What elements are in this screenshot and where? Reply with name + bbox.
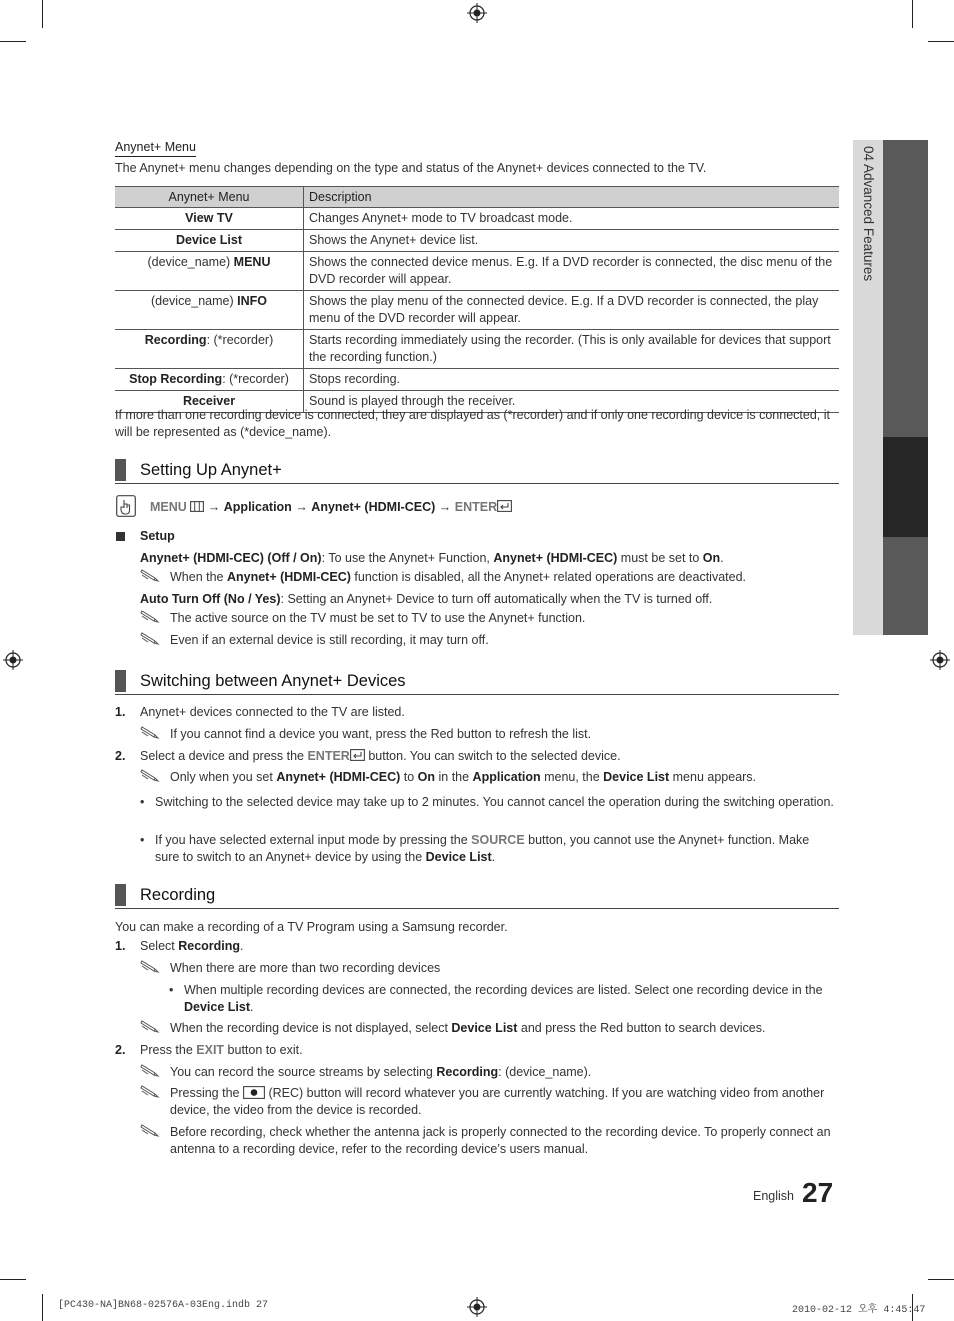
menu-cell: Stop Recording: (*recorder) bbox=[115, 369, 304, 391]
menu-cell: Device List bbox=[115, 230, 304, 252]
anynet-menu-table bbox=[115, 186, 839, 413]
menu-path: MENU → Application → Anynet+ (HDMI-CEC) → ENTER bbox=[150, 499, 512, 516]
print-slug-file: [PC430-NA]BN68-02576A-03Eng.indb 27 bbox=[58, 1300, 269, 1311]
registration-mark-icon bbox=[930, 650, 950, 670]
section-header-switching bbox=[115, 670, 839, 695]
note-pencil-icon bbox=[140, 569, 160, 583]
bullet-dot: • bbox=[140, 833, 145, 847]
note-pencil-icon bbox=[140, 726, 160, 740]
section-header-recording bbox=[115, 884, 839, 909]
chapter-tab-active bbox=[883, 437, 928, 537]
step-number: 2. bbox=[115, 749, 126, 763]
setup-label: Setup bbox=[140, 529, 175, 543]
note-pencil-icon bbox=[140, 632, 160, 646]
menu-cell: Receiver bbox=[115, 391, 304, 413]
step-text: Select a device and press the ENTER button. You can switch to the selected device. bbox=[140, 749, 621, 763]
hand-remote-icon bbox=[116, 495, 136, 517]
note: The active source on the TV must be set to TV to use the Anynet+ function. bbox=[140, 610, 840, 627]
section-bar bbox=[115, 459, 126, 481]
crop-mark bbox=[912, 0, 913, 28]
note: When there are more than two recording devices bbox=[140, 960, 840, 977]
table-row bbox=[115, 330, 839, 369]
registration-mark-icon bbox=[467, 1297, 487, 1317]
note-pencil-icon bbox=[140, 1020, 160, 1034]
bullet-text: Switching to the selected device may take up to 2 minutes. You cannot cancel the operation during the switching operation. bbox=[155, 795, 834, 809]
note: Even if an external device is still recording, it may turn off. bbox=[140, 632, 840, 649]
crop-mark bbox=[928, 1279, 954, 1280]
menu-cell: (device_name) MENU bbox=[115, 252, 304, 291]
auto-turn-off-setting: Auto Turn Off (No / Yes): Setting an Anynet+ Device to turn off automatically when the TV is turned off. bbox=[140, 592, 713, 606]
rec-button-icon bbox=[243, 1086, 265, 1099]
step-text: Select Recording. bbox=[140, 939, 244, 953]
recorder-note: If more than one recording device is connected, they are displayed as (*recorder) and if only one recording device is connected, it will be represented as (*device_name). bbox=[115, 408, 830, 439]
crop-mark bbox=[0, 41, 26, 42]
table-row bbox=[115, 252, 839, 291]
print-slug-date: 2010-02-12 오후 4:45:47 bbox=[792, 1305, 926, 1316]
registration-mark-icon bbox=[467, 3, 487, 23]
note-pencil-icon bbox=[140, 1064, 160, 1078]
note: Only when you set Anynet+ (HDMI-CEC) to On in the Application menu, the Device List menu appears. bbox=[140, 769, 840, 786]
note: Before recording, check whether the antenna jack is properly connected to the recording device. To properly connect an antenna to a recording device, refer to the recording device’s users manual. bbox=[140, 1124, 840, 1158]
chapter-tab-block bbox=[883, 537, 928, 635]
table-header-row bbox=[115, 187, 839, 208]
section-header-setup bbox=[115, 459, 839, 484]
note-pencil-icon bbox=[140, 769, 160, 783]
table-row bbox=[115, 369, 839, 391]
enter-icon bbox=[497, 500, 512, 512]
note: When the Anynet+ (HDMI-CEC) function is disabled, all the Anynet+ related operations are deactivated. bbox=[140, 569, 840, 586]
section-bar bbox=[115, 884, 126, 906]
bullet-dot: • bbox=[169, 983, 174, 997]
menu-icon bbox=[190, 501, 204, 512]
menu-cell: Recording: (*recorder) bbox=[115, 330, 304, 369]
menu-cell: View TV bbox=[115, 208, 304, 230]
crop-mark bbox=[42, 1294, 43, 1321]
note: If you cannot find a device you want, press the Red button to refresh the list. bbox=[140, 726, 840, 743]
step-text: Anynet+ devices connected to the TV are listed. bbox=[140, 705, 405, 719]
section-title: Setting Up Anynet+ bbox=[140, 461, 282, 479]
crop-mark bbox=[928, 41, 954, 42]
bullet-dot: • bbox=[140, 795, 145, 809]
table-row bbox=[115, 291, 839, 330]
square-bullet-icon bbox=[116, 532, 125, 541]
step-number: 2. bbox=[115, 1043, 126, 1057]
step-text: Press the EXIT button to exit. bbox=[140, 1043, 303, 1057]
bullet-text: If you have selected external input mode by pressing the SOURCE button, you cannot use the Anynet+ function. Make sure to switch to an Anynet+ device by using the Device List. bbox=[155, 833, 810, 864]
desc-cell: Starts recording immediately using the recorder. (This is only available for devices that support the recording function.) bbox=[304, 330, 840, 369]
desc-cell: Changes Anynet+ mode to TV broadcast mode. bbox=[304, 208, 840, 230]
table-header: Description bbox=[304, 187, 840, 208]
enter-icon bbox=[350, 749, 365, 761]
step-number: 1. bbox=[115, 705, 126, 719]
note-pencil-icon bbox=[140, 1085, 160, 1099]
table-row bbox=[115, 208, 839, 230]
table-row bbox=[115, 230, 839, 252]
table-header: Anynet+ Menu bbox=[115, 187, 304, 208]
chapter-label: 04 Advanced Features bbox=[861, 146, 876, 282]
bullet-text: When multiple recording devices are connected, the recording devices are listed. Select one recording device in the Device List. bbox=[184, 983, 823, 1014]
hdmi-cec-setting: Anynet+ (HDMI-CEC) (Off / On): To use the Anynet+ Function, Anynet+ (HDMI-CEC) must be set to On. bbox=[140, 551, 724, 565]
note: You can record the source streams by selecting Recording: (device_name). bbox=[140, 1064, 840, 1081]
desc-cell: Sound is played through the receiver. bbox=[304, 391, 840, 413]
note: When the recording device is not displayed, select Device List and press the Red button to search devices. bbox=[140, 1020, 840, 1037]
section-title: Switching between Anynet+ Devices bbox=[140, 672, 406, 690]
footer-language: English bbox=[753, 1189, 794, 1203]
note: Pressing the (REC) button will record whatever you are currently watching. If you are watching video from another device, the video from the device is recorded. bbox=[140, 1085, 840, 1119]
registration-mark-icon bbox=[3, 650, 23, 670]
note-pencil-icon bbox=[140, 960, 160, 974]
desc-cell: Stops recording. bbox=[304, 369, 840, 391]
intro-text: The Anynet+ menu changes depending on the type and status of the Anynet+ devices connected to the TV. bbox=[115, 161, 707, 175]
crop-mark bbox=[0, 1279, 26, 1280]
section-title: Recording bbox=[140, 886, 216, 904]
chapter-tab-block bbox=[883, 140, 928, 437]
desc-cell: Shows the play menu of the connected device. E.g. If a DVD recorder is connected, the play menu of the DVD recorder will appear. bbox=[304, 291, 840, 330]
note-pencil-icon bbox=[140, 610, 160, 624]
section-bar bbox=[115, 670, 126, 692]
step-number: 1. bbox=[115, 939, 126, 953]
recording-intro: You can make a recording of a TV Program using a Samsung recorder. bbox=[115, 920, 508, 934]
menu-cell: (device_name) INFO bbox=[115, 291, 304, 330]
desc-cell: Shows the Anynet+ device list. bbox=[304, 230, 840, 252]
page-number: 27 bbox=[802, 1177, 834, 1208]
desc-cell: Shows the connected device menus. E.g. If a DVD recorder is connected, the disc menu of the DVD recorder will appear. bbox=[304, 252, 840, 291]
note-pencil-icon bbox=[140, 1124, 160, 1138]
subsection-heading: Anynet+ Menu bbox=[115, 140, 196, 157]
crop-mark bbox=[42, 0, 43, 28]
